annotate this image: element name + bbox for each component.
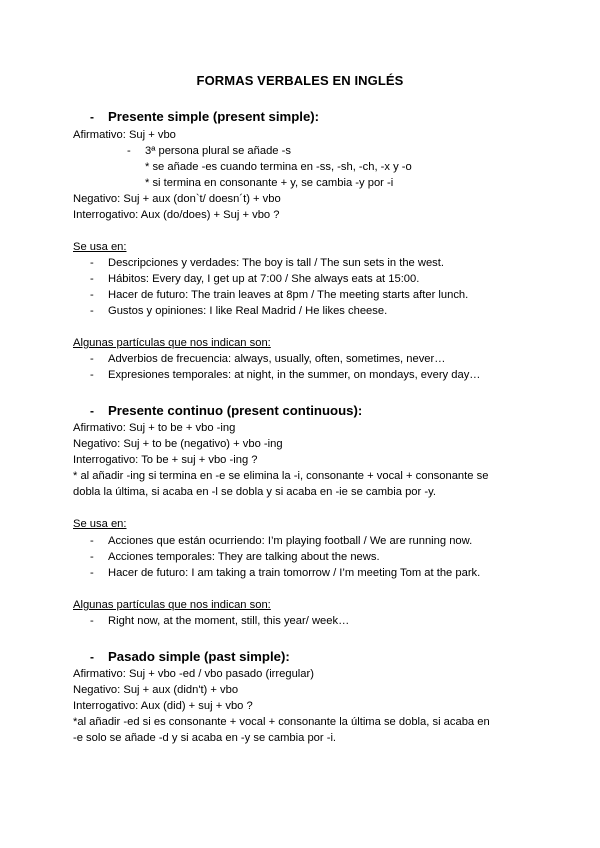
list-bullet-dash: - [90, 353, 94, 365]
section-bullet-dash: - [90, 650, 94, 664]
section-bullet-dash: - [90, 110, 94, 124]
list-bullet-dash: - [90, 615, 94, 627]
text-afirmativo: Afirmativo: Suj + to be + vbo -ing [73, 422, 236, 434]
text-se-usa-en: Se usa en: [73, 241, 127, 253]
list-bullet-dash: - [90, 305, 94, 317]
section-heading-present-continuous: Presente continuo (present continuous): [108, 403, 363, 418]
text-interrogativo: Interrogativo: Aux (did) + suj + vbo ? [73, 700, 253, 712]
list-item: Hacer de futuro: The train leaves at 8pm / The meeting starts after lunch. [108, 289, 469, 301]
list-bullet-dash: - [90, 567, 94, 579]
list-item: Adverbios de frecuencia: always, usually, often, sometimes, never… [108, 353, 446, 365]
list-bullet-dash: - [90, 551, 94, 563]
list-item: Expresiones temporales: at night, in the summer, on mondays, every day… [108, 369, 481, 381]
text-negativo: Negativo: Suj + to be (negativo) + vbo -ing [73, 438, 283, 450]
text-note: * al añadir -ing si termina en -e se elimina la -i, consonante + vocal + consonante se [73, 470, 489, 482]
list-bullet-dash: - [90, 273, 94, 285]
text-afirmativo: Afirmativo: Suj + vbo [73, 129, 176, 141]
list-item: Descripciones y verdades: The boy is tall / The sun sets in the west. [108, 257, 444, 269]
text-note: dobla la última, si acaba en -l se dobla y si acaba en -ie se cambia por -y. [73, 486, 436, 498]
list-item: Hábitos: Every day, I get up at 7:00 / She always eats at 15:00. [108, 273, 420, 285]
text-afirmativo: Afirmativo: Suj + vbo -ed / vbo pasado (irregular) [73, 668, 314, 680]
sub-bullet-dash: - [127, 145, 131, 157]
list-item: Right now, at the moment, still, this year/ week… [108, 615, 350, 627]
text-particulas: Algunas partículas que nos indican son: [73, 599, 271, 611]
text-se-usa-en: Se usa en: [73, 518, 127, 530]
text-negativo: Negativo: Suj + aux (don`t/ doesn´t) + vbo [73, 193, 281, 205]
list-item: Acciones que están ocurriendo: I’m playing football / We are running now. [108, 535, 473, 547]
text-interrogativo: Interrogativo: Aux (do/does) + Suj + vbo ? [73, 209, 280, 221]
text-sub-note: * si termina en consonante + y, se cambia -y por -i [145, 177, 394, 189]
list-item: Hacer de futuro: I am taking a train tomorrow / I’m meeting Tom at the park. [108, 567, 481, 579]
text-sub-rule: 3ª persona plural se añade -s [145, 145, 291, 157]
list-item: Acciones temporales: They are talking about the news. [108, 551, 380, 563]
text-note: -e solo se añade -d y si acaba en -y se cambia por -i. [73, 732, 337, 744]
text-sub-note: * se añade -es cuando termina en -ss, -sh, -ch, -x y -o [145, 161, 412, 173]
text-particulas: Algunas partículas que nos indican son: [73, 337, 271, 349]
section-heading-past-simple: Pasado simple (past simple): [108, 649, 290, 664]
section-heading-present-simple: Presente simple (present simple): [108, 109, 320, 124]
list-bullet-dash: - [90, 257, 94, 269]
list-bullet-dash: - [90, 369, 94, 381]
list-bullet-dash: - [90, 535, 94, 547]
document-title: FORMAS VERBALES EN INGLÉS [196, 73, 404, 88]
text-negativo: Negativo: Suj + aux (didn't) + vbo [73, 684, 239, 696]
text-note: *al añadir -ed si es consonante + vocal + consonante la última se dobla, si acaba en [73, 716, 490, 728]
text-interrogativo: Interrogativo: To be + suj + vbo -ing ? [73, 454, 258, 466]
section-bullet-dash: - [90, 404, 94, 418]
list-bullet-dash: - [90, 289, 94, 301]
list-item: Gustos y opiniones: I like Real Madrid / He likes cheese. [108, 305, 388, 317]
